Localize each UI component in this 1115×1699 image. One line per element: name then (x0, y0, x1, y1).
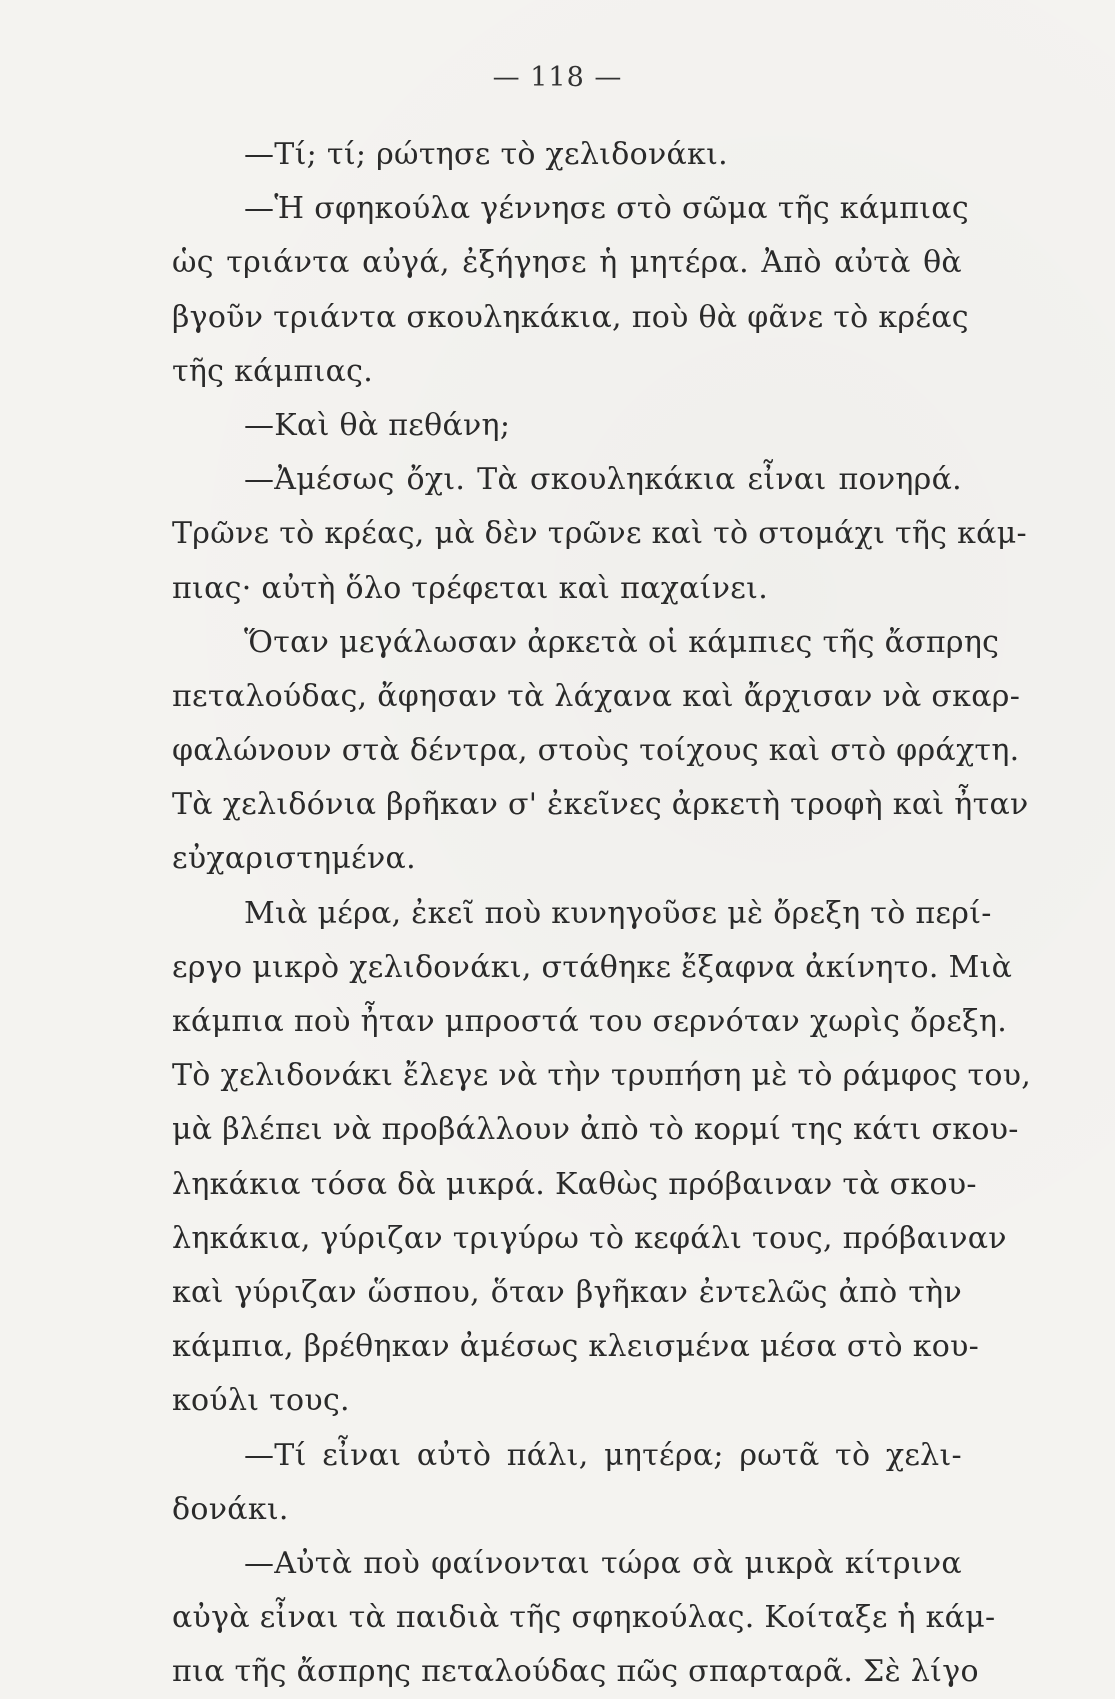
text-line: κούλι τους. (172, 1383, 350, 1419)
text-line: πια τῆς ἄσπρης πεταλούδας πῶς σπαρταρᾶ. Σὲ λίγο (172, 1654, 979, 1690)
text-line: Τὰ χελιδόνια βρῆκαν σ' ἐκεῖνες ἀρκετὴ τροφὴ καὶ ἦταν (172, 787, 1029, 823)
text-line: —Ἀμέσως ὄχι. Τὰ σκουληκάκια εἶναι πονηρά. (244, 462, 962, 498)
text-line: φαλώνουν στὰ δέντρα, στοὺς τοίχους καὶ στὸ φράχτη. (172, 733, 1020, 769)
text-line: τῆς κάμπιας. (172, 353, 374, 389)
page-number: — 118 — (492, 62, 623, 93)
text-line: κάμπια, βρέθηκαν ἀμέσως κλεισμένα μέσα στὸ κου- (172, 1329, 980, 1365)
text-line: —Τί εἶναι αὐτὸ πάλι, μητέρα; ρωτᾶ τὸ χελι- (244, 1437, 962, 1473)
text-line: βγοῦν τριάντα σκουληκάκια, ποὺ θὰ φᾶνε τὸ κρέας (172, 299, 969, 335)
text-line: καὶ γύριζαν ὥσπου, ὅταν βγῆκαν ἐντελῶς ἀπὸ τὴν (172, 1274, 962, 1310)
text-line: αὐγὰ εἶναι τὰ παιδιὰ τῆς σφηκούλας. Κοίταξε ἡ κάμ- (172, 1600, 996, 1636)
text-line: Μιὰ μέρα, ἐκεῖ ποὺ κυνηγοῦσε μὲ ὄρεξη τὸ περί- (244, 895, 992, 931)
text-line: πεταλούδας, ἄφησαν τὰ λάχανα καὶ ἄρχισαν νὰ σκαρ- (172, 678, 1021, 714)
text-line: —Αὐτὰ ποὺ φαίνονται τώρα σὰ μικρὰ κίτρινα (244, 1545, 962, 1581)
text-line: κάμπια ποὺ ἦταν μπροστά του σερνόταν χωρὶς ὄρεξη. (172, 1004, 1008, 1039)
text-line: ληκάκια, γύριζαν τριγύρω τὸ κεφάλι τους, πρόβαιναν (172, 1220, 1007, 1256)
text-line: μὰ βλέπει νὰ προβάλλουν ἀπὸ τὸ κορμί της κάτι σκου- (172, 1112, 1019, 1148)
text-line: —Τί; τί; ρώτησε τὸ χελιδονάκι. (244, 137, 729, 172)
text-line: —Ἡ σφηκούλα γέννησε στὸ σῶμα τῆς κάμπιας (244, 191, 969, 227)
body-text (172, 128, 1032, 1699)
text-line: Τρῶνε τὸ κρέας, μὰ δὲν τρῶνε καὶ τὸ στομάχι τῆς κάμ- (172, 516, 1027, 552)
text-line: εργο μικρὸ χελιδονάκι, στάθηκε ἔξαφνα ἀκίνητο. Μιὰ (172, 949, 1013, 985)
text-line: δονάκι. (172, 1491, 289, 1527)
text-line: ληκάκια τόσα δὰ μικρά. Καθὼς πρόβαιναν τὰ σκου- (172, 1166, 977, 1202)
text-line: ὡς τριάντα αὐγά, ἐξήγησε ἡ μητέρα. Ἀπὸ αὐτὰ θὰ (172, 245, 962, 281)
text-line: εὐχαριστημένα. (172, 841, 416, 877)
text-line: —Καὶ θὰ πεθάνη; (244, 407, 511, 443)
text-line: Ὅταν μεγάλωσαν ἀρκετὰ οἱ κάμπιες τῆς ἄσπρης (244, 624, 1000, 660)
text-line: Τὸ χελιδονάκι ἔλεγε νὰ τὴν τρυπήση μὲ τὸ ράμφος του, (172, 1058, 1032, 1094)
text-line: πιας· αὐτὴ ὅλο τρέφεται καὶ παχαίνει. (172, 570, 769, 606)
